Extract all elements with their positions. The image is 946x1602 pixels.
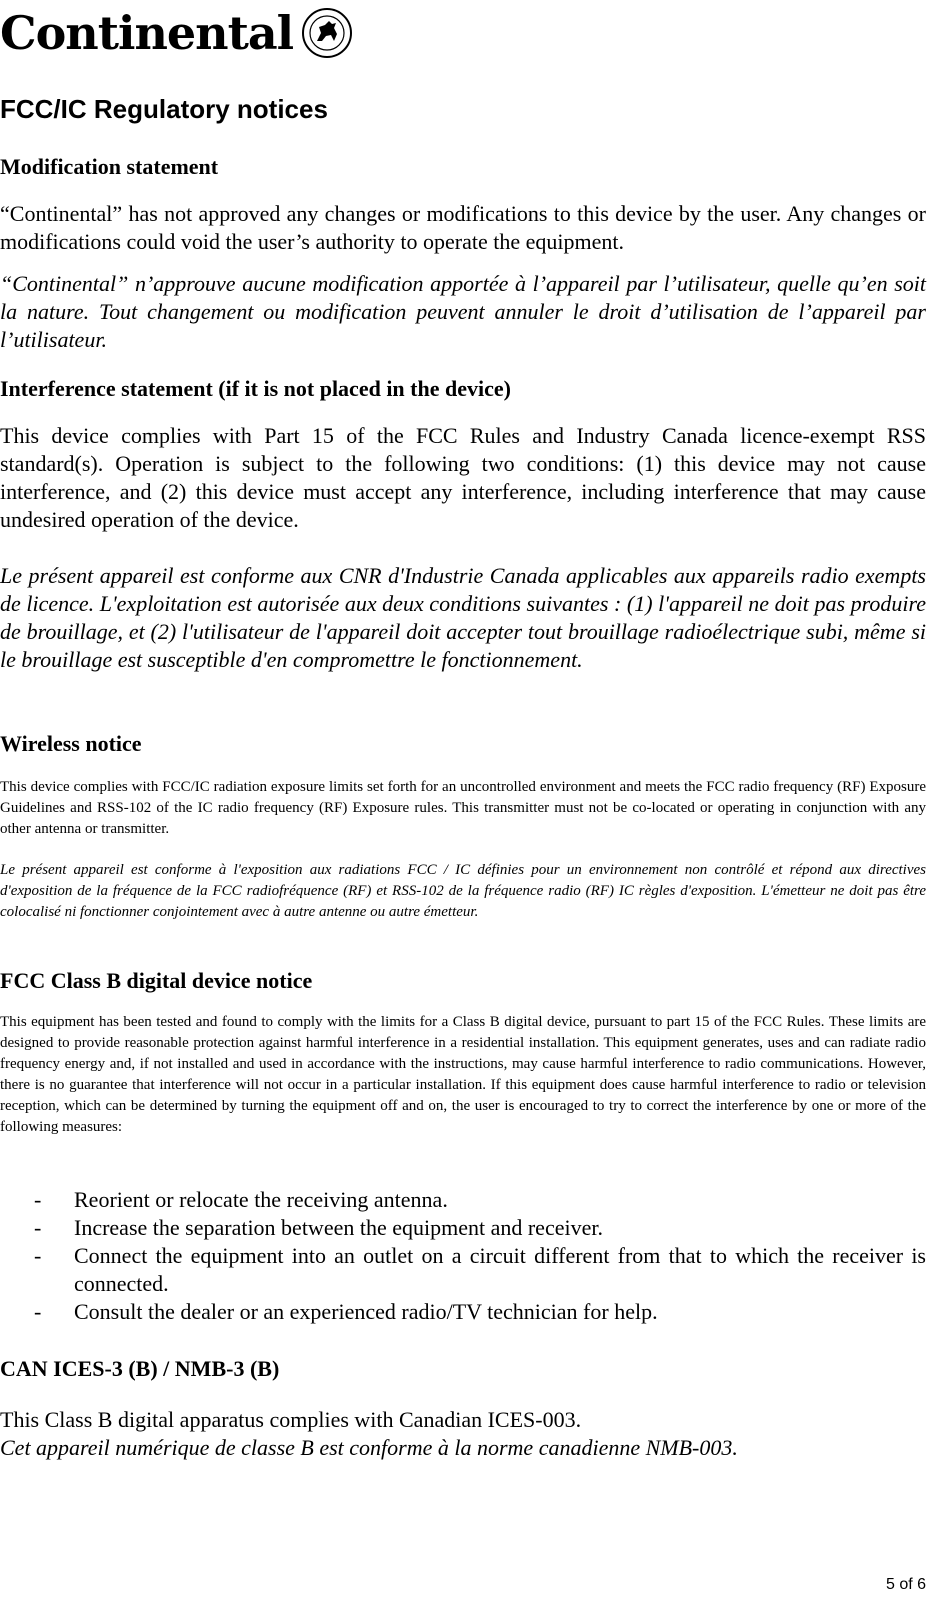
paragraph-en: This device complies with FCC/IC radiation exposure limits set forth for an uncontrolled environment and meets the FCC radio frequency (RF) Exposure Guidelines and RSS-102 of the IC radio frequency (RF) Exposure rules. This transmitter must not be co-located or operating in conjunction with any other antenna or transmitter. xyxy=(0,779,926,837)
list-item-text: Consult the dealer or an experienced radio/TV technician for help. xyxy=(74,1299,658,1324)
list-item-text: Increase the separation between the equipment and receiver. xyxy=(74,1215,603,1240)
continental-logo xyxy=(0,0,353,66)
list-dash: - xyxy=(34,1299,42,1324)
section-heading: Modification statement xyxy=(0,154,219,179)
list-item xyxy=(0,1242,926,1298)
list-item-text: Connect the equipment into an outlet on a circuit different from that to which the receiver is connected. xyxy=(74,1243,926,1296)
paragraph-en: “Continental” has not approved any changes or modifications to this device by the user. Any changes or modifications could void the user’s authority to operate the equipment. xyxy=(0,201,926,254)
modification-fr-block xyxy=(0,270,926,354)
wireless-en-block xyxy=(0,777,926,840)
interference-fr-block xyxy=(0,562,926,674)
wireless-fr-block xyxy=(0,860,926,923)
section-heading: FCC Class B digital device notice xyxy=(0,968,313,993)
page-title: FCC/IC Regulatory notices xyxy=(0,94,328,124)
logo-wordmark: Continental xyxy=(0,6,294,60)
interference-heading-block xyxy=(0,376,926,402)
wireless-heading-block xyxy=(0,731,926,757)
ices-heading-block xyxy=(0,1356,926,1382)
measures-list xyxy=(0,1186,926,1326)
paragraph-fr: Le présent appareil est conforme aux CNR d'Industrie Canada applicables aux appareils radio exempts de licence. L'exploitation est autorisée aux deux conditions suivantes : (1) l'appareil ne doit pas produire de brouillage, et (2) l'utilisateur de l'appareil doit accepter tout brouillage radioélectrique subi, même si le brouillage est susceptible d'en compromettre le fonctionnement. xyxy=(0,563,926,672)
interference-en-block xyxy=(0,422,926,534)
classb-heading-block xyxy=(0,968,926,994)
page-number: 5 of 6 xyxy=(885,1576,926,1593)
paragraph-en: This equipment has been tested and found to comply with the limits for a Class B digital device, pursuant to part 15 of the FCC Rules. These limits are designed to provide reasonable protection against harmful interference in a residential installation. This equipment generates, uses and can radiate radio frequency energy and, if not installed and used in accordance with the instructions, may cause harmful interference to radio communications. However, there is no guarantee that interference will not occur in a particular installation. If this equipment does cause harmful interference to radio or television reception, which can be determined by turning the equipment off and on, the user is encouraged to try to correct the interference by one or more of the following measures: xyxy=(0,1014,926,1135)
section-heading: Interference statement (if it is not placed in the device) xyxy=(0,376,511,401)
paragraph-en: This device complies with Part 15 of the FCC Rules and Industry Canada licence-exempt RSS standard(s). Operation is subject to the following two conditions: (1) this device may not cause interference, and (2) this device must accept any interference, including interference that may cause undesired operation of the device. xyxy=(0,423,926,532)
modification-en-block xyxy=(0,200,926,256)
modification-section xyxy=(0,154,926,180)
paragraph-fr: Cet appareil numérique de classe B est conforme à la norme canadienne NMB-003. xyxy=(0,1435,738,1460)
section-heading: CAN ICES-3 (B) / NMB-3 (B) xyxy=(0,1356,280,1381)
ices-body-block xyxy=(0,1406,926,1462)
classb-body-block xyxy=(0,1012,926,1138)
paragraph-fr: Le présent appareil est conforme à l'exposition aux radiations FCC / IC définies pour un environnement non contrôlé et répond aux directives d'exposition de la fréquence de la FCC radiofréquence (RF) et RSS-102 de la fréquence radio (RF) IC règles d'exposition. L'émetteur ne doit pas être colocalisé ni fonctionner conjointement avec à autre antenne ou autre émetteur. xyxy=(0,862,926,920)
list-item xyxy=(0,1214,926,1242)
list-dash: - xyxy=(34,1187,42,1212)
list-dash: - xyxy=(34,1243,42,1268)
prancing-horse-seal-icon xyxy=(301,7,353,59)
paragraph-fr: “Continental” n’approuve aucune modification apportée à l’appareil par l’utilisateur, quelle qu’en soit la nature. Tout changement ou modification peuvent annuler le droit d’utilisation de l’appareil par l’utilisateur. xyxy=(0,271,926,352)
list-item xyxy=(0,1186,926,1214)
list-item xyxy=(0,1298,926,1326)
section-heading: Wireless notice xyxy=(0,731,142,756)
paragraph-en: This Class B digital apparatus complies with Canadian ICES-003. xyxy=(0,1407,582,1432)
list-item-text: Reorient or relocate the receiving antenna. xyxy=(74,1187,448,1212)
list-dash: - xyxy=(34,1215,42,1240)
